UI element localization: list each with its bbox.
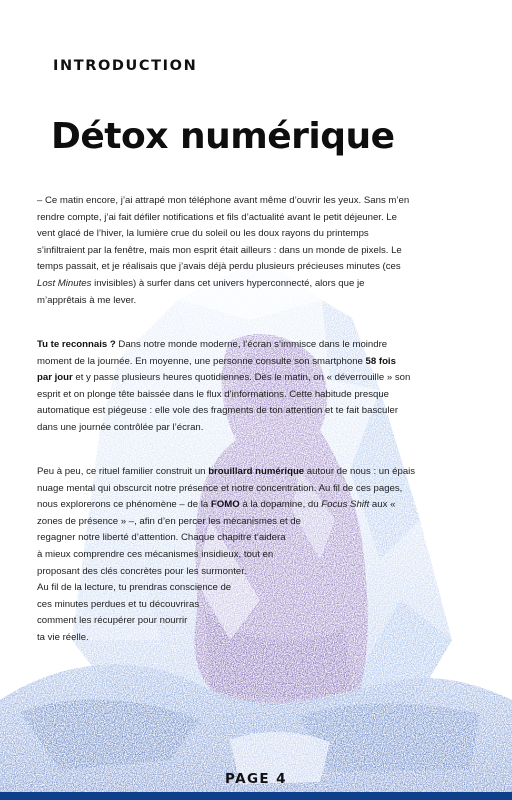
page-title: Détox numérique	[51, 116, 395, 157]
text-run: ta vie réelle.	[37, 631, 89, 643]
text-line	[37, 464, 469, 481]
text-line	[37, 276, 469, 293]
page-number: PAGE 4	[225, 771, 287, 787]
text-line	[37, 354, 469, 371]
text-run: Peu à peu, ce rituel familier construit un	[37, 466, 209, 477]
text-run: Dans notre monde moderne, l’écran s’immisce dans le moindre	[115, 339, 388, 350]
emphasis-bold: par jour	[37, 372, 73, 384]
text-run: nous explorerons ce phénomène – de la	[37, 499, 211, 511]
text-line	[37, 403, 469, 420]
intro-paragraph-1	[37, 193, 469, 309]
text-run: esprit et on plonge tête baissée dans le flux d’informations. Cette habitude presque	[37, 388, 389, 400]
text-run: zones de présence » –, afin d’en percer les mécanismes et de	[37, 515, 301, 527]
text-run: comment les récupérer pour nourrir	[37, 615, 188, 627]
text-line	[37, 530, 469, 547]
text-run: à mieux comprendre ces mécanismes insidieux, tout en	[37, 548, 274, 560]
text-line	[37, 210, 469, 227]
text-run: Au fil de la lecture, tu prendras conscience de	[37, 582, 232, 594]
text-run: moment de la journée. En moyenne, une personne consulte son smartphone	[37, 355, 366, 367]
text-run: autour de nous : un épais	[304, 466, 416, 477]
text-run: m’apprêtais à me lever.	[37, 294, 137, 306]
text-line	[37, 630, 469, 647]
text-run: ces minutes perdues et tu découvriras	[37, 598, 200, 610]
emphasis-italic: Lost Minutes	[37, 277, 92, 289]
text-run: rendre compte, j’ai fait défiler notifications et fils d’actualité avant le petit déjeuner. Le	[37, 211, 397, 223]
text-line	[37, 547, 469, 564]
text-line	[37, 564, 469, 581]
text-run: automatique est piégeuse : elle vole des fragments de ton attention et te fait basculer	[37, 405, 399, 417]
text-run: proposant des clés concrètes pour les surmonter.	[37, 565, 247, 577]
text-run: aux «	[369, 499, 396, 511]
text-run: – Ce matin encore, j’ai attrapé mon téléphone avant même d’ouvrir les yeux. Sans m’en	[37, 195, 410, 206]
text-line	[37, 193, 469, 210]
footer-accent-bar	[0, 792, 512, 800]
emphasis-bold: Tu te reconnais ?	[37, 339, 116, 350]
text-line	[37, 481, 469, 498]
text-run: invisibles) à surfer dans cet univers hyperconnecté, alors que je	[91, 277, 365, 289]
text-line	[37, 243, 469, 260]
text-line	[37, 613, 469, 630]
section-label: INTRODUCTION	[53, 58, 198, 74]
intro-paragraph-2	[37, 337, 469, 437]
emphasis-bold: 58 fois	[365, 355, 396, 367]
text-line	[37, 580, 469, 597]
text-line	[37, 226, 469, 243]
text-run: et y passe plusieurs heures quotidiennes. Dès le matin, on « déverrouille » son	[72, 372, 411, 384]
text-run: temps passait, et je réalisais que j’avais déjà perdu plusieurs précieuses minutes (ces	[37, 261, 401, 273]
text-run: s’infiltraient par la fenêtre, mais mon esprit était ailleurs : dans un monde de pixels. Le	[37, 244, 402, 256]
intro-paragraph-3	[37, 464, 469, 647]
text-line	[37, 387, 469, 404]
text-run: vent glacé de l’hiver, la lumière crue du soleil ou les doux rayons du printemps	[37, 228, 369, 240]
text-line	[37, 370, 469, 387]
text-line	[37, 514, 469, 531]
emphasis-italic: Focus Shift	[321, 499, 370, 511]
text-line	[37, 337, 469, 354]
text-run: à la dopamine, du	[239, 499, 322, 511]
text-run: regagner notre liberté d’attention. Chaque chapitre t’aidera	[37, 532, 286, 544]
emphasis-bold: FOMO	[210, 499, 240, 511]
emphasis-bold: brouillard numérique	[208, 466, 305, 477]
text-line	[37, 497, 469, 514]
text-line	[37, 259, 469, 276]
text-line	[37, 293, 469, 310]
text-line	[37, 420, 469, 437]
text-line	[37, 597, 469, 614]
text-run: nuage mental qui obscurcit notre présence et notre concentration. Au fil de ces pages,	[37, 482, 403, 494]
text-run: dans une journée contrôlée par l’écran.	[37, 421, 204, 433]
